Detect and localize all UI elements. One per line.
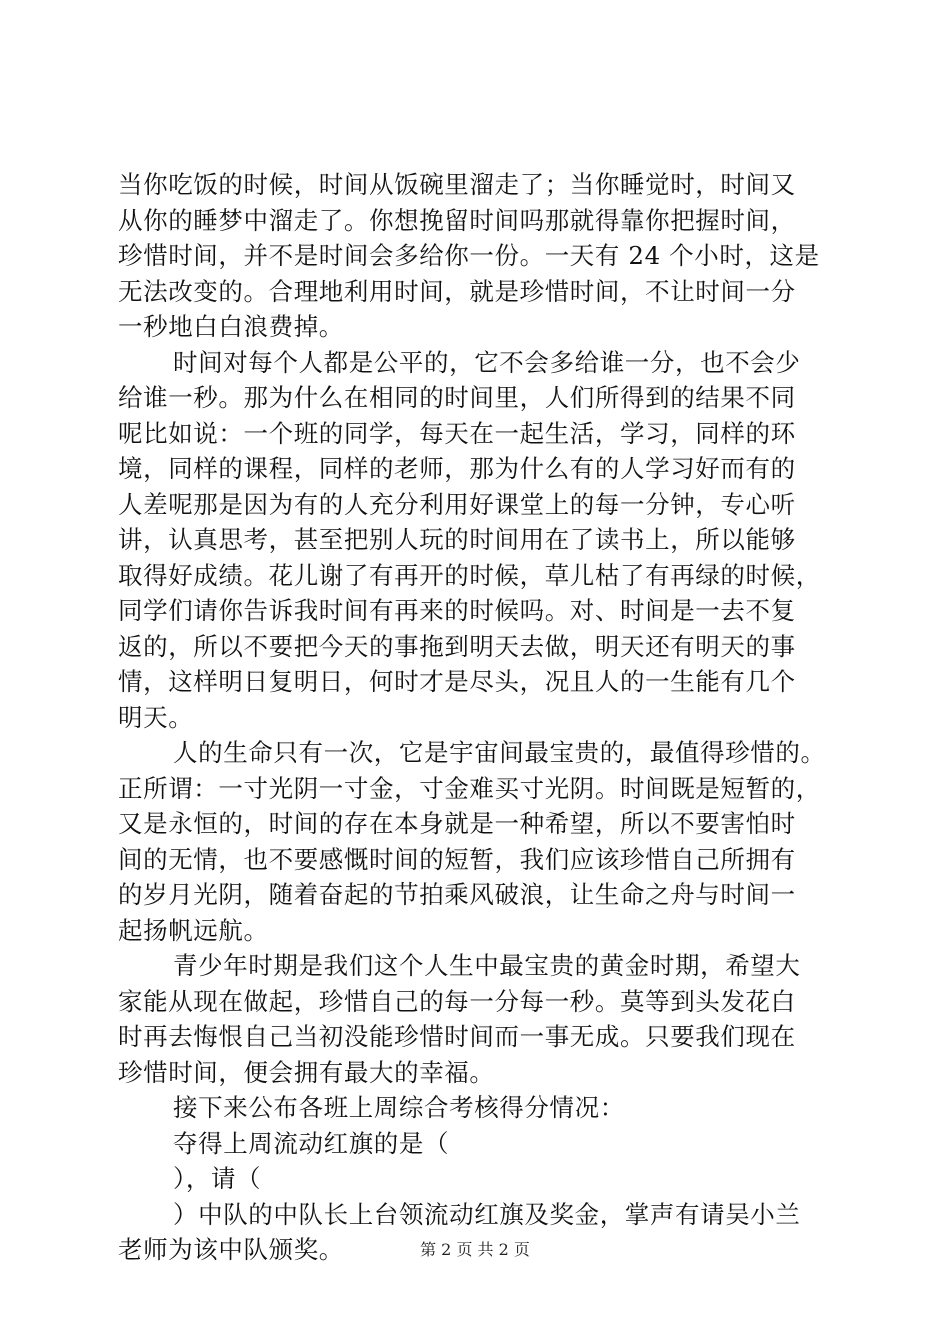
text-line: 当你吃饭的时候，时间从饭碗里溜走了；当你睡觉时，时间又 [118,170,796,199]
text-line: 人的生命只有一次，它是宇宙间最宝贵的，最值得珍惜的。 [173,738,826,767]
text-line: 时再去悔恨自己当初没能珍惜时间而一事无成。只要我们现在 [118,1022,796,1051]
document-body [118,167,853,1268]
text-line: 青少年时期是我们这个人生中最宝贵的黄金时期，希望大 [173,951,801,980]
text-line: 起扬帆远航。 [118,915,269,945]
text-line: 从你的睡梦中溜走了。你想挽留时间吗那就得靠你把握时间， [118,205,796,235]
text-line: 夺得上周流动红旗的是（ [173,1128,450,1158]
text-line: 老师为该中队颁奖。 [118,1235,344,1264]
text-line: 一秒地白白浪费掉。 [118,312,344,341]
text-line: 又是永恒的，时间的存在本身就是一种希望，所以不要害怕时 [118,809,796,838]
text-line: 同学们请你告诉我时间有再来的时候吗。对、时间是一去不复 [118,596,796,625]
text-line: 间的无情，也不要感慨时间的短暂，我们应该珍惜自己所拥有 [118,844,796,874]
text-line: 给谁一秒。那为什么在相同的时间里，人们所得到的结果不同 [118,383,796,412]
text-line: 境，同样的课程，同样的老师，那为什么有的人学习好而有的 [118,454,796,483]
text-line: 取得好成绩。花儿谢了有再开的时候，草儿枯了有再绿的时候， [118,560,821,590]
text-line: 的岁月光阴，随着奋起的节拍乘风破浪，让生命之舟与时间一 [118,880,796,909]
text-line: 正所谓：一寸光阴一寸金，寸金难买寸光阴。时间既是短暂的， [118,773,821,803]
text-line: 明天。 [118,702,194,732]
text-line: 接下来公布各班上周综合考核得分情况： [173,1093,625,1122]
text-line: 无法改变的。合理地利用时间，就是珍惜时间，不让时间一分 [118,276,796,306]
text-line: ），请（ [173,1164,262,1193]
text-line: 返的，所以不要把今天的事拖到明天去做，明天还有明天的事 [118,631,796,661]
text-line: 时间对每个人都是公平的，它不会多给谁一分，也不会少 [173,347,801,377]
text-line: 讲，认真思考，甚至把别人玩的时间用在了读书上，所以能够 [118,525,796,554]
text-line: 珍惜时间，便会拥有最大的幸福。 [118,1057,495,1087]
text-line: 珍惜时间，并不是时间会多给你一份。一天有 24 个小时，这是 [118,241,820,270]
page-footer: 第 2 页 共 2 页 [420,1240,530,1259]
text-line: 家能从现在做起，珍惜自己的每一分每一秒。莫等到头发花白 [118,986,796,1016]
text-line: ）中队的中队长上台领流动红旗及奖金，掌声有请吴小兰 [173,1199,801,1229]
text-line: 情，这样明日复明日，何时才是尽头，况且人的一生能有几个 [118,667,796,696]
text-line: 呢比如说：一个班的同学，每天在一起生活，学习，同样的环 [118,418,796,448]
text-line: 人差呢那是因为有的人充分利用好课堂上的每一分钟，专心听 [118,489,796,519]
